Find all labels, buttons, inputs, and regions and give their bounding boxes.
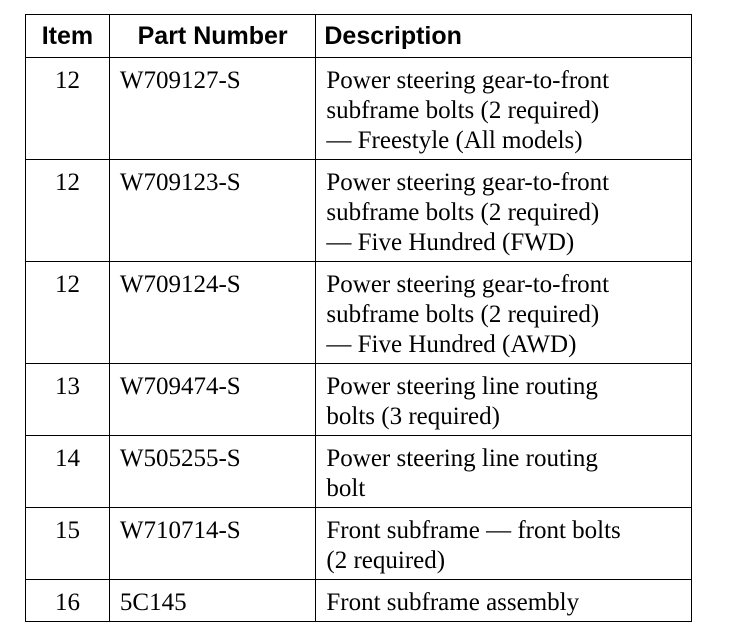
part-number-cell: W710714-S [109,508,315,580]
description-line: — Freestyle (All models) [326,127,583,154]
table-row [26,58,692,160]
description-line: Power steering line routing [326,445,598,472]
part-number-cell: W709124-S [109,262,315,364]
description-line: — Five Hundred (AWD) [326,331,577,358]
part-number-cell: 5C145 [109,580,315,622]
description-line: Power steering gear-to-front [326,271,610,298]
description-line: Power steering gear-to-front [326,169,610,196]
description-line: subframe bolts (2 required) [326,199,600,226]
description-cell [316,508,692,580]
item-cell: 12 [26,160,110,262]
description-line: Front subframe assembly [326,589,580,616]
description-line: Power steering line routing [326,373,598,400]
description-line: — Five Hundred (FWD) [326,229,575,256]
item-cell: 14 [26,436,110,508]
item-cell: 15 [26,508,110,580]
description-cell [316,262,692,364]
table-body [26,58,692,622]
description-line: bolts (3 required) [326,403,500,430]
table-row [26,580,692,622]
description-line: (2 required) [326,547,446,574]
table-row [26,364,692,436]
description-cell [316,160,692,262]
header-row [26,15,692,58]
part-number-cell: W709127-S [109,58,315,160]
part-number-cell: W709474-S [109,364,315,436]
header-description: Description [316,15,692,58]
table-header [26,15,692,58]
description-line: subframe bolts (2 required) [326,97,600,124]
item-cell: 13 [26,364,110,436]
description-line: Front subframe — front bolts [326,517,621,544]
description-cell [316,580,692,622]
description-cell [316,436,692,508]
part-number-cell: W709123-S [109,160,315,262]
description-line: subframe bolts (2 required) [326,301,600,328]
description-line: bolt [326,475,366,502]
parts-table [25,14,692,622]
table-row [26,508,692,580]
part-number-cell: W505255-S [109,436,315,508]
table-row [26,262,692,364]
description-cell [316,364,692,436]
item-cell: 16 [26,580,110,622]
table-row [26,436,692,508]
table-row [26,160,692,262]
header-item: Item [26,15,110,58]
item-cell: 12 [26,58,110,160]
header-part-number: Part Number [109,15,315,58]
description-line: Power steering gear-to-front [326,67,610,94]
item-cell: 12 [26,262,110,364]
description-cell [316,58,692,160]
